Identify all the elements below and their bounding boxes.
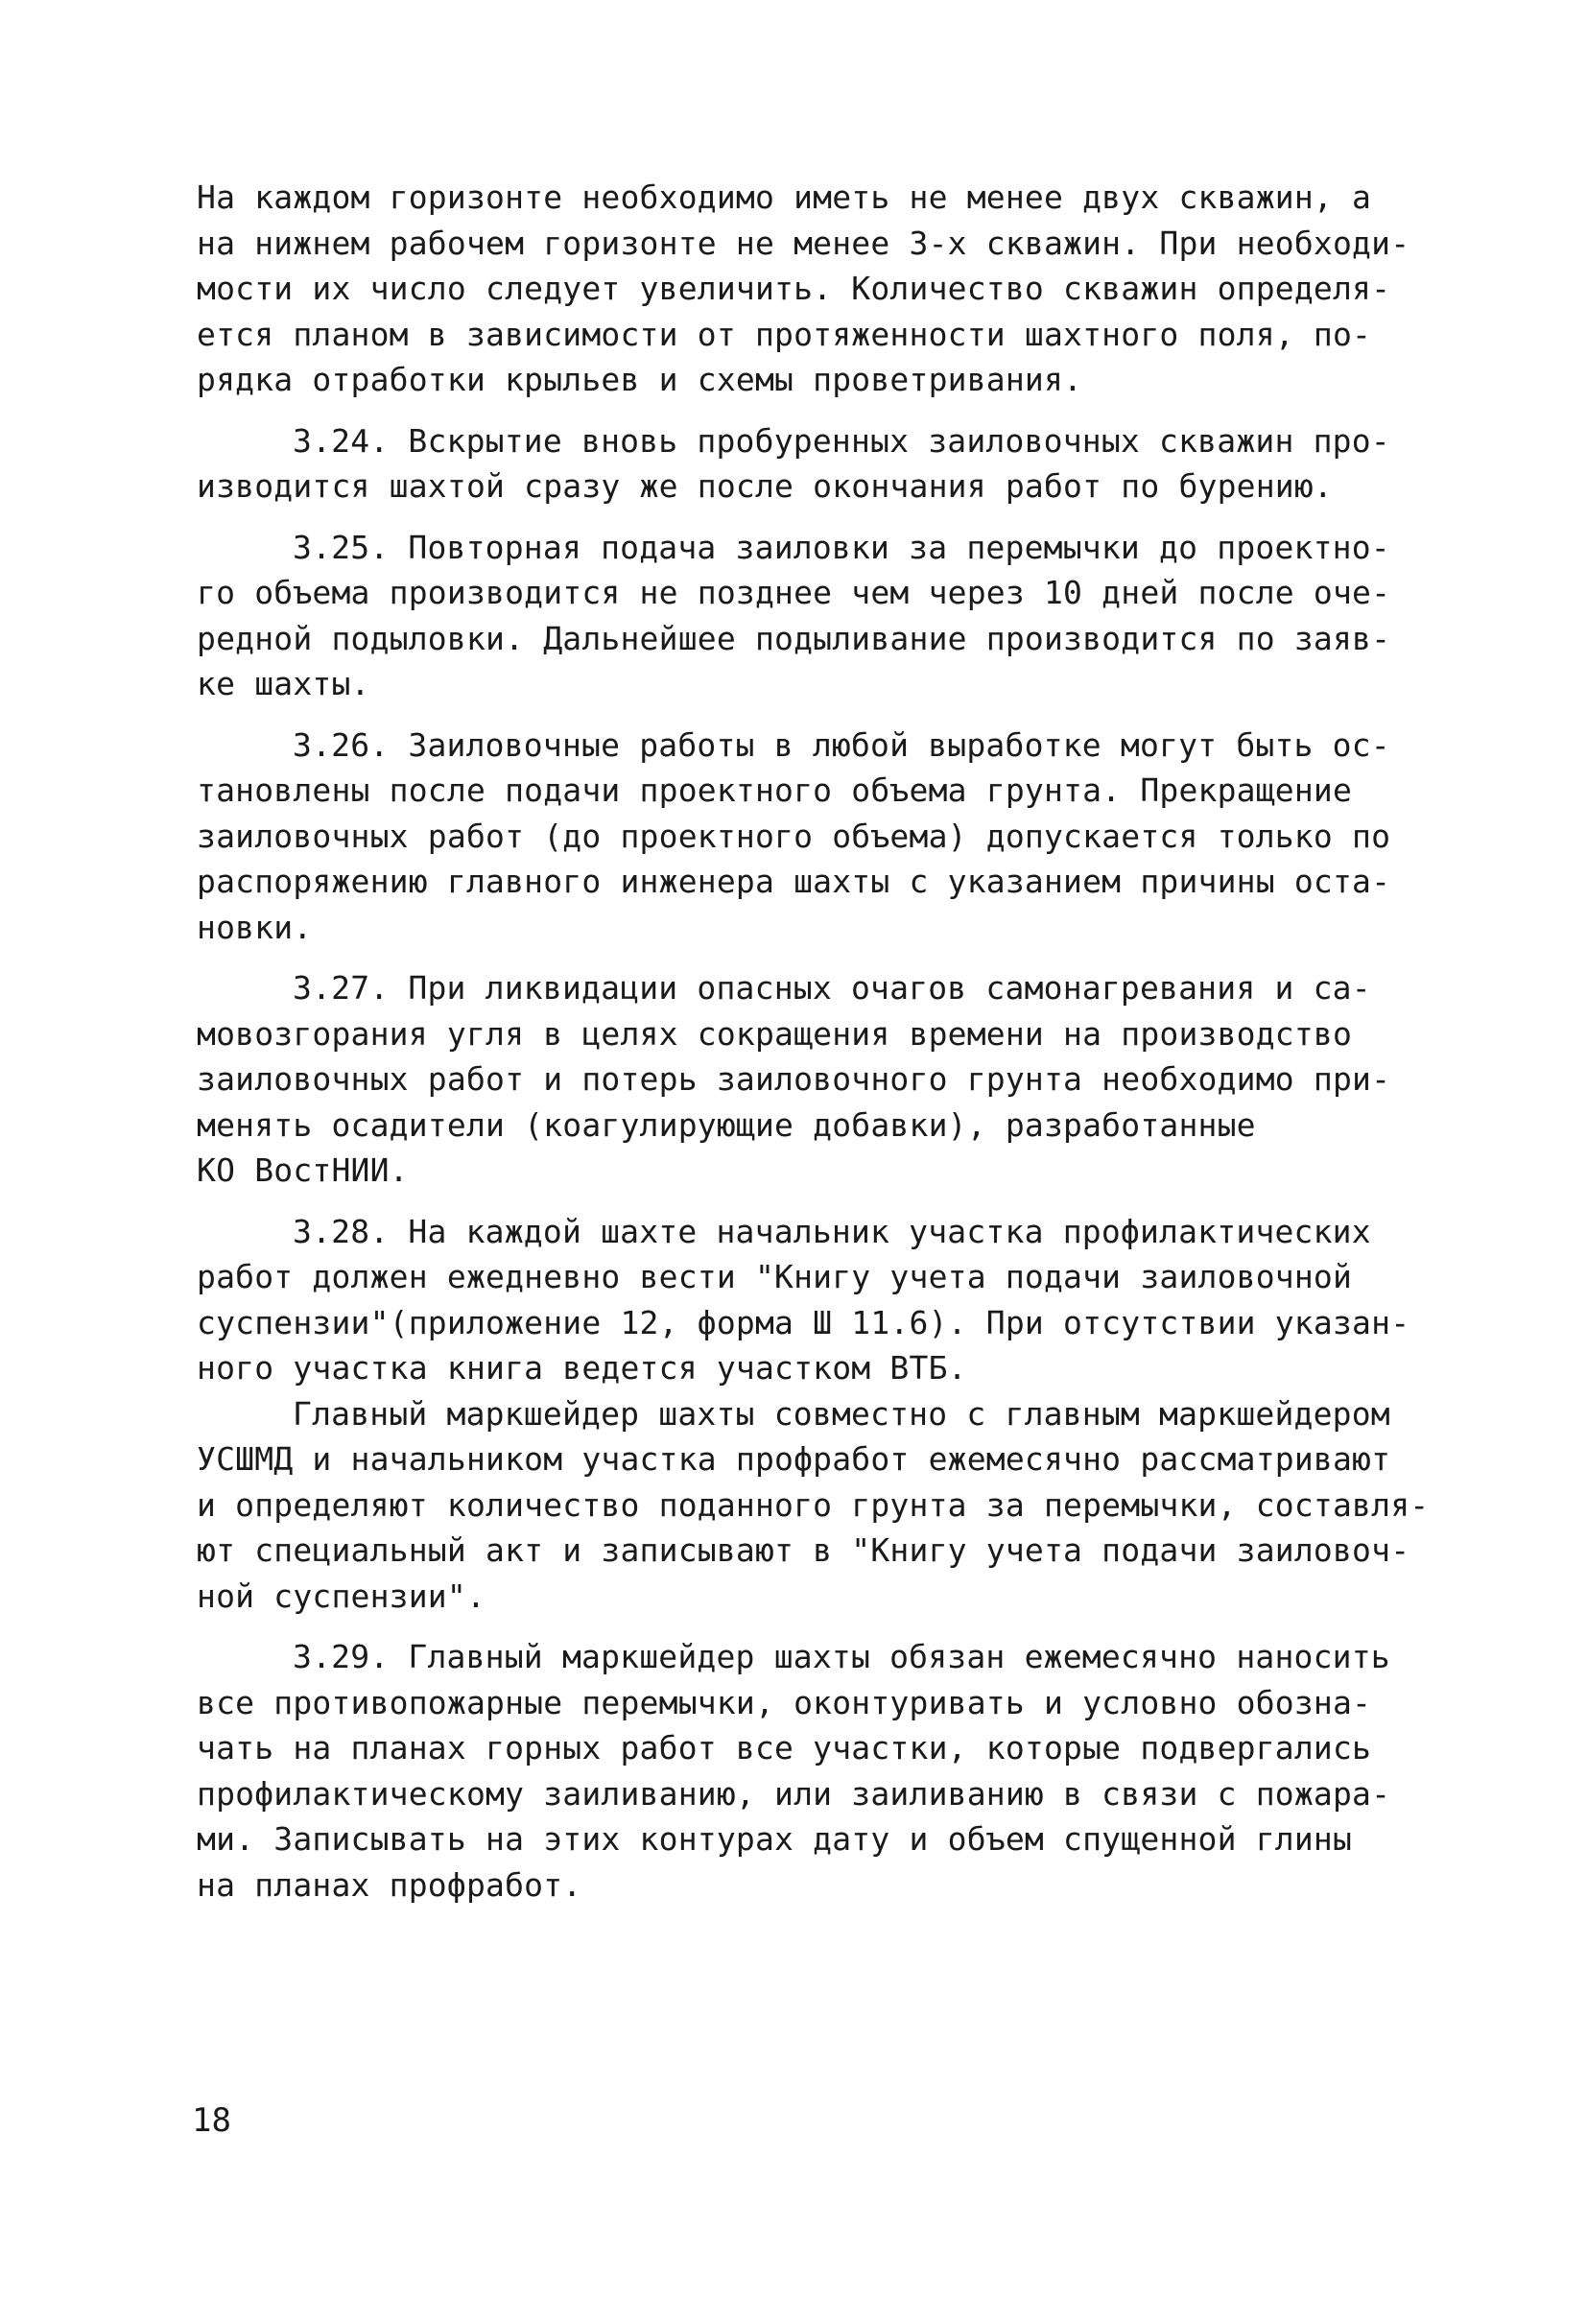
text-line: заиловочных работ и потерь заиловочного грунта необходимо при- (197, 1060, 1391, 1098)
text-line: работ должен ежедневно вести "Книгу учета подачи заиловочной (197, 1258, 1353, 1295)
text-line: ного участка книга ведется участком ВТБ. (197, 1349, 967, 1387)
text-line: тановлены после подачи проектного объема грунта. Прекращение (197, 771, 1353, 809)
text-line: ке шахты. (197, 665, 370, 702)
text-line: все противопожарные перемычки, оконтуривать и условно обозна- (197, 1683, 1372, 1721)
text-line: мовозгорания угля в целях сокращения времени на производство (197, 1014, 1353, 1053)
text-line: редной подыловки. Дальнейшее подыливание производится по заяв- (197, 619, 1391, 657)
text-line: и определяют количество поданного грунта за перемычки, составля- (197, 1485, 1430, 1524)
text-line: 3.24. Вскрытие вновь пробуренных заиловочных скважин про- (293, 421, 1390, 460)
text-line: новки. (197, 908, 313, 946)
text-line: на нижнем рабочем горизонте не менее 3-х скважин. При необходи- (197, 224, 1410, 262)
text-line: ют специальный акт и записывают в "Книгу учета подачи заиловоч- (197, 1531, 1410, 1569)
text-line: КО ВостНИИ. (197, 1151, 409, 1189)
text-line: 3.26. Заиловочные работы в любой выработке могут быть ос- (293, 725, 1390, 764)
text-line: изводится шахтой сразу же после окончания работ по бурению. (197, 467, 1333, 505)
text-line: профилактическому заиливанию, или заиливанию в связи с пожара- (197, 1774, 1391, 1813)
text-line: чать на планах горных работ все участки, которые подвергались (197, 1729, 1372, 1767)
text-line: ной суспензии". (197, 1577, 486, 1615)
text-line: 3.25. Повторная подача заиловки за перемычки до проектно- (293, 528, 1390, 566)
text-line: суспензии"(приложение 12, форма Ш 11.6). При отсутствии указан- (197, 1303, 1410, 1341)
paragraph-3-26 (197, 723, 1434, 951)
text-line: менять осадители (коагулирующие добавки), разработанные (197, 1105, 1256, 1144)
text-line: распоряжению главного инженера шахты с указанием причины оста- (197, 863, 1391, 900)
page-number: 18 (192, 2101, 231, 2140)
text-line: На каждом горизонте необходимо иметь не менее двух скважин, а (197, 178, 1372, 216)
text-line: 3.29. Главный маркшейдер шахты обязан ежемесячно наносить (293, 1638, 1390, 1675)
paragraph-3-29 (197, 1634, 1434, 1908)
text-line: Главный маркшейдер шахты совместно с главным маркшейдером (293, 1394, 1390, 1433)
text-line: УСШМД и начальником участка профработ ежемесячно рассматривают (197, 1440, 1391, 1478)
paragraph-wells-count (197, 175, 1434, 403)
paragraph-3-28 (197, 1209, 1434, 1391)
text-line: 3.27. При ликвидации опасных очагов самонагревания и са- (293, 969, 1371, 1007)
text-line: ется планом в зависимости от протяженности шахтного поля, по- (197, 315, 1372, 353)
text-line: го объема производится не позднее чем через 10 дней после оче- (197, 574, 1391, 611)
text-line: на планах профработ. (197, 1865, 582, 1904)
text-line: заиловочных работ (до проектного объема) допускается только по (197, 817, 1391, 855)
paragraph-3-27 (197, 965, 1434, 1194)
body-text (197, 175, 1434, 1908)
paragraph-chief-surveyor (197, 1391, 1434, 1620)
paragraph-3-25 (197, 525, 1434, 707)
text-line: мости их число следует увеличить. Количество скважин определя- (197, 270, 1391, 307)
text-line: рядка отработки крыльев и схемы проветривания. (197, 361, 1083, 398)
text-line: 3.28. На каждой шахте начальник участка профилактических (293, 1212, 1371, 1250)
text-line: ми. Записывать на этих контурах дату и объем спущенной глины (197, 1820, 1353, 1858)
paragraph-3-24 (197, 418, 1434, 510)
